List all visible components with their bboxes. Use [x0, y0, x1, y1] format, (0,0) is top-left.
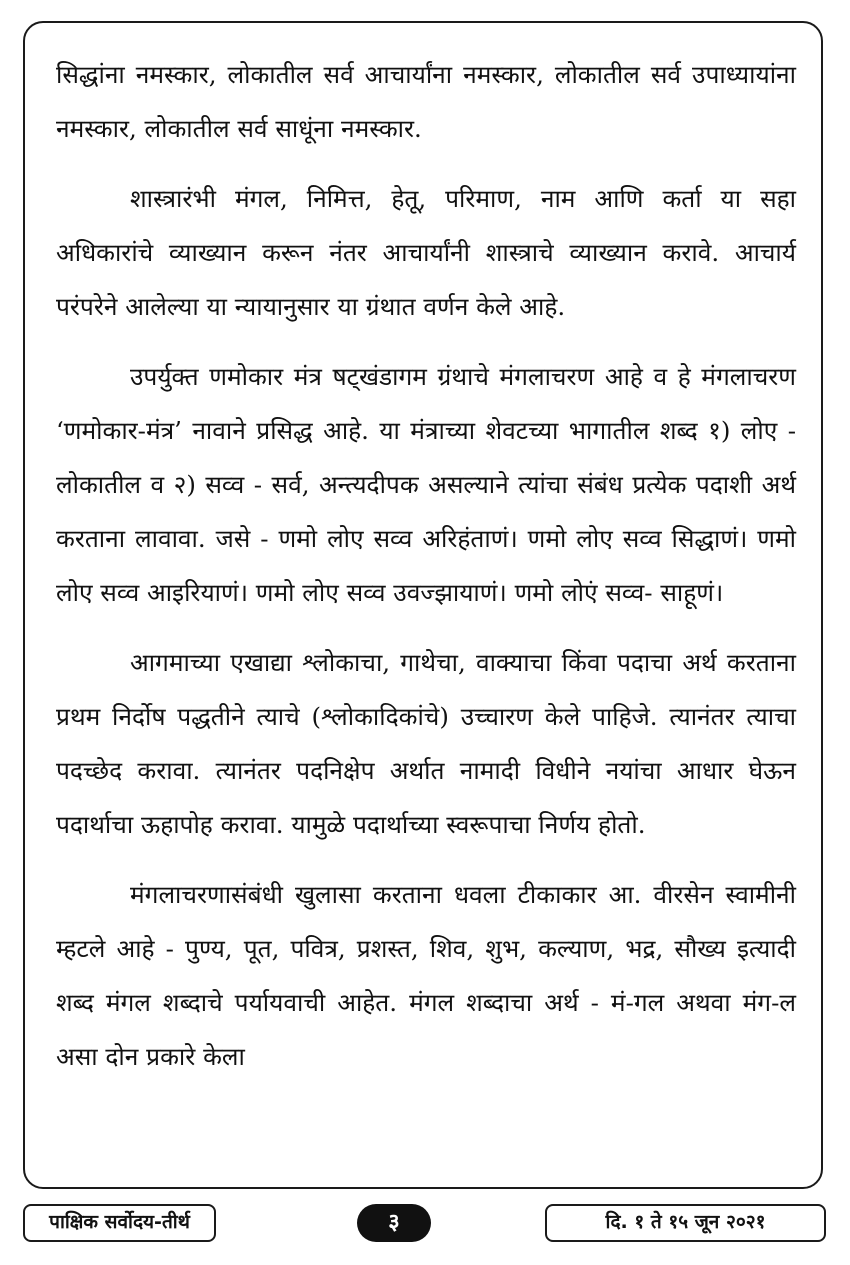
- paragraph-1: सिद्धांना नमस्कार, लोकातील सर्व आचार्यांना नमस्कार, लोकातील सर्व उपाध्यायांना नमस्कार, लोकातील सर्व साधूंना नमस्कार.: [56, 60, 796, 143]
- publication-name-badge: पाक्षिक सर्वोदय-तीर्थ: [23, 1204, 216, 1242]
- paragraph-4: आगमाच्या एखाद्या श्लोकाचा, गाथेचा, वाक्याचा किंवा पदाचा अर्थ करताना प्रथम निर्दोष पद्धतीने त्याचे (श्लोकादिकांचे) उच्चारण केले पाहिजे. त्यानंतर त्याचा पदच्छेद करावा. त्यानंतर पदनिक्षेप अर्थात नामादी विधीने नयांचा आधार घेऊन पदार्थाचा ऊहापोह करावा. यामुळे पदार्थाच्या स्वरूपाचा निर्णय होतो.: [56, 648, 796, 839]
- article-body: [56, 48, 796, 1100]
- issue-date-badge: दि. १ ते १५ जून २०२१: [545, 1204, 826, 1242]
- page-number-badge: ३: [357, 1204, 431, 1242]
- paragraph-2: शास्त्रारंभी मंगल, निमित्त, हेतू, परिमाण, नाम आणि कर्ता या सहा अधिकारांचे व्याख्यान करून नंतर आचार्यांनी शास्त्राचे व्याख्यान करावे. आचार्य परंपरेने आलेल्या या न्यायानुसार या ग्रंथात वर्णन केले आहे.: [56, 184, 796, 321]
- paragraph-3: उपर्युक्त णमोकार मंत्र षट्खंडागम ग्रंथाचे मंगलाचरण आहे व हे मंगलाचरण ‘णमोकार-मंत्र’ नावाने प्रसिद्ध आहे. या मंत्राच्या शेवटच्या भागातील शब्द १) लोए - लोकातील व २) सव्व - सर्व, अन्त्यदीपक असल्याने त्यांचा संबंध प्रत्येक पदाशी अर्थ करताना लावावा. जसे - णमो लोए सव्व अरिहंताणं। णमो लोए सव्व सिद्धाणं। णमो लोए सव्व आइरियाणं। णमो लोए सव्व उवज्झायाणं। णमो लोएं सव्व- साहूणं।: [56, 362, 796, 607]
- paragraph-5: मंगलाचरणासंबंधी खुलासा करताना धवला टीकाकार आ. वीरसेन स्वामीनी म्हटले आहे - पुण्य, पूत, पवित्र, प्रशस्त, शिव, शुभ, कल्याण, भद्र, सौख्य इत्यादी शब्द मंगल शब्दाचे पर्यायवाची आहेत. मंगल शब्दाचा अर्थ - मं-गल अथवा मंग-ल असा दोन प्रकारे केला: [56, 880, 796, 1071]
